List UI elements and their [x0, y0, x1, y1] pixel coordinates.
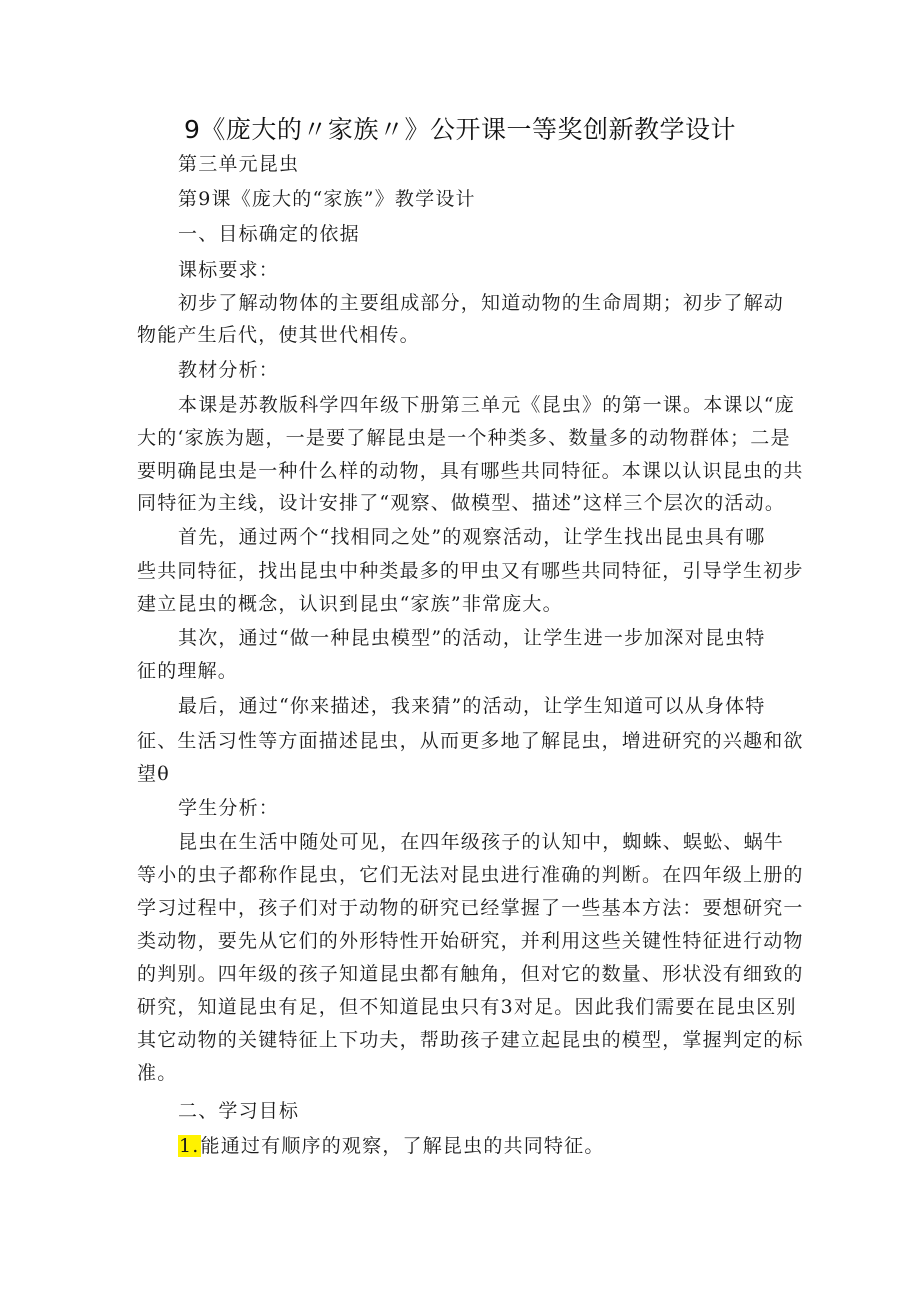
paragraph-line: 大的‘家族为题，一是要了解昆虫是一个种类多、数量多的动物群体；二是	[137, 427, 791, 449]
subsection-heading: 教材分析：	[178, 359, 280, 381]
paragraph-line: 要明确昆虫是一种什么样的动物，具有哪些共同特征。本课以认识昆虫的共	[137, 460, 804, 482]
paragraph-line: 其次，通过“做一种昆虫模型”的活动，让学生进一步加深对昆虫特	[178, 627, 766, 649]
subsection-heading: 学生分析：	[178, 797, 280, 819]
paragraph-line: 最后，通过“你来描述，我来猜”的活动，让学生知道可以从身体特	[178, 695, 766, 717]
lesson-heading: 第9课《庞大的“家族”》教学设计	[178, 188, 476, 210]
paragraph-line: 本课是苏教版科学四年级下册第三单元《昆虫》的第一课。本课以“庞	[178, 394, 795, 416]
paragraph-line: 建立昆虫的概念，认识到昆虫“家族”非常庞大。	[137, 593, 563, 615]
objective-item	[178, 1132, 605, 1160]
paragraph-line: 准。	[137, 1062, 178, 1084]
section-heading: 一、目标确定的依据	[178, 223, 360, 245]
paragraph-line: 类动物，要先从它们的外形特性开始研究，并利用这些关键性特征进行动物	[137, 930, 804, 952]
section-heading: 二、学习目标	[178, 1100, 300, 1122]
paragraph-line: 首先，通过两个“找相同之处”的观察活动，让学生找出昆虫具有哪	[178, 526, 766, 548]
paragraph-line: 些共同特征，找出昆虫中种类最多的甲虫又有哪些共同特征，引导学生初步	[137, 560, 804, 582]
subsection-heading: 课标要求：	[178, 259, 280, 281]
paragraph-line: 等小的虫子都称作昆虫，它们无法对昆虫进行准确的判断。在四年级上册的	[137, 864, 804, 886]
paragraph-line: 的判别。四年级的孩子知道昆虫都有触角，但对它的数量、形状没有细致的	[137, 963, 804, 985]
objective-text: 能通过有顺序的观察，了解昆虫的共同特征。	[200, 1135, 605, 1157]
paragraph-line: 同特征为主线，设计安排了“观察、做模型、描述”这样三个层次的活动。	[137, 492, 786, 514]
unit-heading: 第三单元昆虫	[178, 153, 300, 175]
paragraph-line: 征的理解。	[137, 660, 239, 682]
paragraph-line: 初步了解动物体的主要组成部分，知道动物的生命周期；初步了解动	[178, 292, 785, 314]
paragraph-line: 望θ	[137, 763, 170, 785]
paragraph-line: 学习过程中，孩子们对于动物的研究已经掌握了一些基本方法：要想研究一	[137, 897, 804, 919]
paragraph-line: 研究，知道昆虫有足，但不知道昆虫只有3对足。因此我们需要在昆虫区别	[137, 996, 797, 1018]
objective-number: 1.	[179, 1135, 200, 1157]
document-title: 9《庞大的〃家族〃》公开课一等奖创新教学设计	[184, 115, 736, 144]
paragraph-line: 征、生活习性等方面描述昆虫，从而更多地了解昆虫，增进研究的兴趣和欲	[137, 730, 804, 752]
paragraph-line: 物能产生后代，使其世代相传。	[137, 324, 420, 346]
paragraph-line: 其它动物的关键特征上下功夫，帮助孩子建立起昆虫的模型，掌握判定的标	[137, 1029, 804, 1051]
paragraph-line: 昆虫在生活中随处可见，在四年级孩子的认知中，蜘蛛、蜈蚣、蜗牛	[178, 831, 785, 853]
